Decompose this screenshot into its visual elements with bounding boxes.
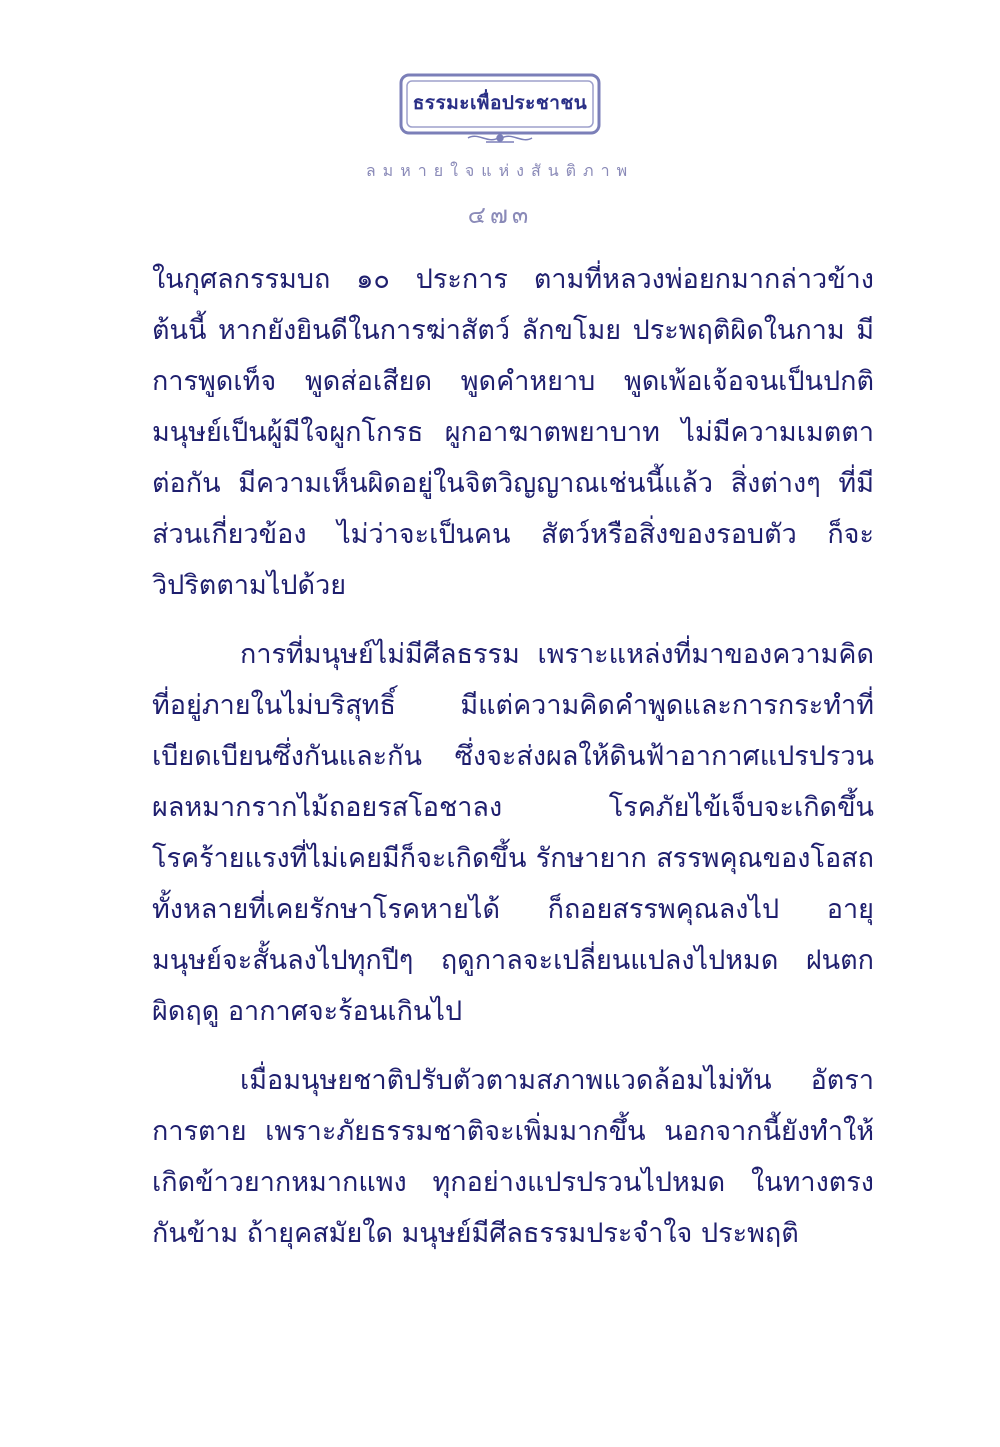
paragraph (152, 629, 874, 1037)
publication-logo (398, 72, 602, 150)
paragraph (152, 254, 874, 611)
text-line: เบียดเบียนซึ่งกันและกัน ซึ่งจะส่งผลให้ดินฟ้าอากาศแปรปรวน (152, 741, 874, 772)
body-text (152, 254, 874, 1277)
text-line: ผลหมากรากไม้ถอยรสโอชาลง โรคภัยไข้เจ็บจะเกิดขึ้น (152, 792, 874, 823)
text-line: เมื่อมนุษยชาติปรับตัวตามสภาพแวดล้อมไม่ทัน อัตรา (240, 1065, 874, 1096)
text-line: การพูดเท็จ พูดส่อเสียด พูดคำหยาบ พูดเพ้อเจ้อจนเป็นปกติ (152, 366, 874, 397)
text-line: ส่วนเกี่ยวข้อง ไม่ว่าจะเป็นคน สัตว์หรือสิ่งของรอบตัว ก็จะ (152, 519, 874, 550)
text-line: ทั้งหลายที่เคยรักษาโรคหายได้ ก็ถอยสรรพคุณลงไป อายุ (152, 894, 874, 925)
text-line: ในกุศลกรรมบถ ๑๐ ประการ ตามที่หลวงพ่อยกมากล่าวข้าง (152, 264, 874, 295)
text-line: เกิดข้าวยากหมากแพง ทุกอย่างแปรปรวนไปหมด ในทางตรง (152, 1167, 874, 1198)
text-line: โรคร้ายแรงที่ไม่เคยมีก็จะเกิดขึ้น รักษายาก สรรพคุณของโอสถ (152, 843, 874, 874)
text-line: กันข้าม ถ้ายุคสมัยใด มนุษย์มีศีลธรรมประจำใจ ประพฤติ (152, 1218, 799, 1249)
text-line: ต้นนี้ หากยังยินดีในการฆ่าสัตว์ ลักขโมย ประพฤติผิดในกาม มี (152, 315, 874, 346)
text-line: การตาย เพราะภัยธรรมชาติจะเพิ่มมากขึ้น นอกจากนี้ยังทำให้ (152, 1116, 874, 1147)
book-subtitle: ลมหายใจแห่งสันติภาพ (365, 161, 635, 180)
paragraph (152, 1055, 874, 1259)
text-line: การที่มนุษย์ไม่มีศีลธรรม เพราะแหล่งที่มาของความคิด (240, 639, 874, 670)
text-line: วิปริตตามไปด้วย (152, 570, 347, 601)
page-number: ๔๗๓ (467, 201, 533, 229)
text-line: มนุษย์เป็นผู้มีใจผูกโกรธ ผูกอาฆาตพยาบาท ไม่มีความเมตตา (152, 417, 874, 448)
logo-text: ธรรมะเพื่อประชาชน (412, 92, 588, 114)
text-line: ที่อยู่ภายในไม่บริสุทธิ์ มีแต่ความคิดคำพูดและการกระทำที่ (152, 690, 874, 721)
text-line: ต่อกัน มีความเห็นผิดอยู่ในจิตวิญญาณเช่นนี้แล้ว สิ่งต่างๆ ที่มี (152, 468, 874, 499)
text-line: มนุษย์จะสั้นลงไปทุกปีๆ ฤดูกาลจะเปลี่ยนแปลงไปหมด ฝนตก (152, 945, 874, 976)
text-line: ผิดฤดู อากาศจะร้อนเกินไป (152, 996, 463, 1027)
